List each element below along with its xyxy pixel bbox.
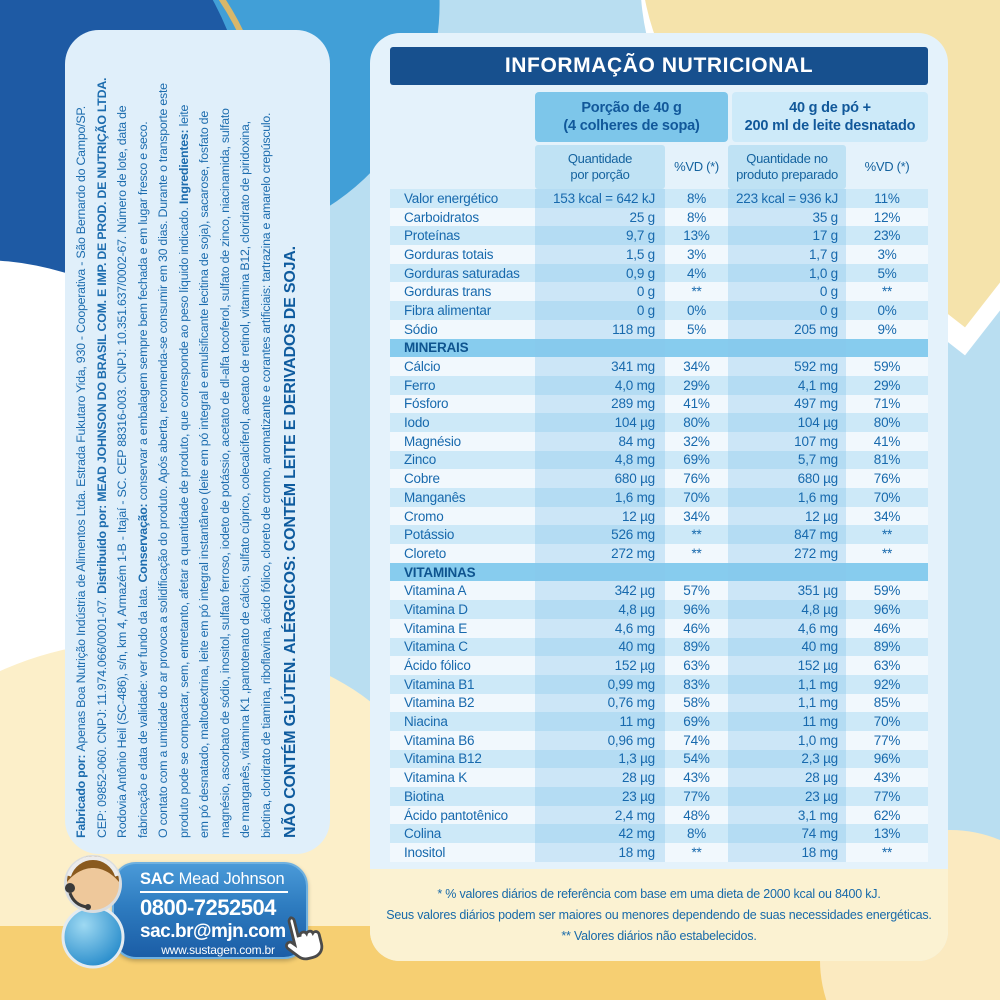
qty-prepared: 28 µg: [728, 768, 846, 787]
qty-per-portion: 1,3 µg: [535, 750, 665, 769]
qty-per-portion: 42 mg: [535, 824, 665, 843]
vd-prepared: 11%: [874, 190, 900, 206]
qty-per-portion: 118 mg: [535, 320, 665, 339]
nutrient-row: [390, 282, 928, 301]
qty-prepared: 23 µg: [728, 787, 846, 806]
qty-prepared: 104 µg: [728, 413, 846, 432]
vd-prepared: **: [881, 527, 893, 543]
vd-per-portion: 54%: [683, 751, 710, 767]
vd-per-portion: 0%: [686, 302, 707, 318]
vd-per-portion: 3%: [686, 246, 707, 262]
qty-prepared: 0 g: [728, 282, 846, 301]
nutrient-label: Cloreto: [404, 545, 447, 561]
vd-prepared: 77%: [873, 788, 901, 804]
column-group-portion: [535, 92, 728, 142]
qty-per-portion: 9,7 g: [535, 226, 665, 245]
vd-per-portion: 8%: [686, 190, 707, 206]
sac-phone-number: 0800-7252504: [140, 895, 276, 920]
qty-per-portion: 1,6 mg: [535, 488, 665, 507]
nutrient-label: Gorduras trans: [404, 284, 492, 300]
nutrient-label: Cobre: [404, 471, 440, 487]
qty-prepared: 40 mg: [728, 638, 846, 657]
vd-per-portion: 8%: [686, 826, 707, 842]
section-row: [390, 563, 928, 582]
vd-prepared: 71%: [873, 396, 901, 412]
prepared-header-line1: 40 g de pó +: [789, 100, 871, 116]
nutrient-row: [390, 843, 928, 862]
nutrient-label: Ferro: [404, 377, 436, 393]
nutrient-row: [390, 731, 928, 750]
manufacturer-text-line: produto pode se compactar, sem, entretanto, afetar a quantidade de produto, que corresponde ao peso líquido indicado. Ingredientes: leite: [176, 104, 191, 838]
vd-per-portion: 13%: [683, 228, 710, 244]
qty-per-portion: 18 mg: [535, 843, 665, 862]
vd-prepared: 13%: [873, 826, 901, 842]
column-group-prepared: [732, 92, 928, 142]
vd-prepared: 96%: [873, 601, 901, 617]
subheader-vd1: %VD (*): [674, 159, 719, 174]
qty-prepared: 1,6 mg: [728, 488, 846, 507]
qty-prepared: 74 mg: [728, 824, 846, 843]
nutrient-row: [390, 264, 928, 283]
vd-per-portion: 70%: [683, 489, 710, 505]
nutrient-row: [390, 824, 928, 843]
nutrient-row: [390, 208, 928, 227]
vd-per-portion: 69%: [683, 452, 710, 468]
qty-per-portion: 23 µg: [535, 787, 665, 806]
nutrient-row: [390, 750, 928, 769]
allergen-notice: NÃO CONTÉM GLÚTEN. ALÉRGICOS: CONTÉM LEITE E DERIVADOS DE SOJA.: [282, 246, 299, 838]
nutrient-row: [390, 675, 928, 694]
nutrient-row: [390, 694, 928, 713]
nutrient-row: [390, 507, 928, 526]
manufacturer-text-line: magnésio, ascorbato de sódio, inositol, sulfato ferroso, iodeto de potássio, acetato de dl-alfa tocoferol, sulfato de zinco, niacinamida, sulfato: [217, 108, 232, 838]
nutrient-label: Proteínas: [404, 228, 460, 244]
nutrient-label: Colina: [404, 826, 442, 842]
qty-per-portion: 0 g: [535, 282, 665, 301]
nutrient-row: [390, 544, 928, 563]
qty-prepared: 3,1 mg: [728, 806, 846, 825]
qty-prepared: 497 mg: [728, 395, 846, 414]
subheader-qty-portion: Quantidade por porção: [535, 145, 665, 189]
manufacturer-text-line: fabricação e data de validade: ver fundo da lata. Conservação: conservar a embalagem sempre bem fechada e em lugar fresco e seco.: [135, 121, 150, 838]
nutrient-label: Cálcio: [404, 359, 441, 375]
manufacturer-text-line: Fabricado por: Apenas Boa Nutrição Indústria de Alimentos Ltda. Estrada Fukutaro Yida, 930 - Cooperativa - São Bernardo do Campo/SP.: [74, 106, 88, 838]
vd-prepared: 5%: [877, 265, 897, 281]
qty-prepared: 5,7 mg: [728, 451, 846, 470]
qty-per-portion: 84 mg: [535, 432, 665, 451]
nutrient-row: [390, 357, 928, 376]
qty-per-portion: 342 µg: [535, 581, 665, 600]
nutrient-row: [390, 469, 928, 488]
nutrient-label: Ácido pantotênico: [404, 807, 508, 823]
qty-prepared: 4,1 mg: [728, 376, 846, 395]
vd-per-portion: 76%: [683, 471, 710, 487]
nutrient-row: [390, 226, 928, 245]
qty-per-portion: 4,8 µg: [535, 600, 665, 619]
qty-prepared: 0 g: [728, 301, 846, 320]
nutrient-row: [390, 656, 928, 675]
nutrient-row: [390, 376, 928, 395]
vd-prepared: 41%: [873, 433, 901, 449]
manufacturer-info-panel: [65, 30, 330, 854]
nutrient-label: Ácido fólico: [404, 658, 471, 674]
nutrient-row: [390, 600, 928, 619]
qty-prepared: 1,0 g: [728, 264, 846, 283]
qty-prepared: 18 mg: [728, 843, 846, 862]
vd-per-portion: 41%: [683, 396, 710, 412]
vd-prepared: 62%: [873, 807, 901, 823]
subheader-qty-prepared: Quantidade no produto preparado: [728, 145, 846, 189]
vd-prepared: 85%: [873, 695, 901, 711]
vd-prepared: 96%: [873, 751, 901, 767]
qty-per-portion: 28 µg: [535, 768, 665, 787]
vd-per-portion: 83%: [683, 676, 710, 692]
nutrient-label: Fibra alimentar: [404, 302, 492, 318]
nutrient-row: [390, 806, 928, 825]
nutrient-row: [390, 301, 928, 320]
nutrient-row: [390, 619, 928, 638]
nutrient-row: [390, 320, 928, 339]
nutrient-label: Biotina: [404, 788, 444, 804]
prepared-header-line2: 200 ml de leite desnatado: [744, 118, 916, 134]
vd-prepared: 9%: [877, 321, 897, 337]
nutrient-row: [390, 245, 928, 264]
vd-prepared: 43%: [873, 770, 901, 786]
vd-prepared: 46%: [873, 620, 901, 636]
nutrient-label: Vitamina B2: [404, 695, 475, 711]
section-label: MINERAIS: [404, 340, 469, 356]
nutrient-label: Gorduras totais: [404, 246, 494, 262]
qty-per-portion: 680 µg: [535, 469, 665, 488]
vd-prepared: 0%: [877, 302, 897, 318]
vd-per-portion: 89%: [683, 639, 710, 655]
qty-per-portion: 0 g: [535, 301, 665, 320]
vd-per-portion: 46%: [683, 620, 710, 636]
vd-prepared: 81%: [873, 452, 901, 468]
nutrient-label: Niacina: [404, 714, 448, 730]
nutrient-row: [390, 581, 928, 600]
vd-per-portion: 8%: [686, 209, 707, 225]
qty-per-portion: 4,0 mg: [535, 376, 665, 395]
nutrient-label: Vitamina E: [404, 620, 468, 636]
manufacturer-text-line: de manganês, vitamina K1 ,pantotenato de cálcio, sulfato cúprico, colecalciferol, acetato de retinol, vitamina B12, cloridrato de piridoxina,: [238, 121, 252, 838]
nutrient-row: [390, 638, 928, 657]
nutrient-label: Vitamina K: [404, 770, 468, 786]
section-row: [390, 339, 928, 358]
sac-label: SAC Mead Johnson: [140, 870, 285, 888]
qty-prepared: 107 mg: [728, 432, 846, 451]
qty-prepared: 152 µg: [728, 656, 846, 675]
nutrient-row: [390, 432, 928, 451]
vd-prepared: 23%: [873, 228, 901, 244]
qty-prepared: 272 mg: [728, 544, 846, 563]
vd-prepared: **: [881, 545, 893, 561]
qty-per-portion: 4,8 mg: [535, 451, 665, 470]
nutrient-label: Vitamina C: [404, 639, 468, 655]
nutrient-label: Valor energético: [404, 190, 499, 206]
vd-prepared: 59%: [873, 359, 901, 375]
vd-prepared: 63%: [873, 658, 901, 674]
qty-prepared: 351 µg: [728, 581, 846, 600]
vd-prepared: 34%: [873, 508, 901, 524]
manufacturer-text-line: CEP: 09852-060. CNPJ: 11.974.066/0001-07. Distribuído por: MEAD JOHNSON DO BRASIL COM. E IMP. DE PROD. DE NUTRIÇÃO LTDA.: [94, 77, 109, 838]
portion-header-line1: Porção de 40 g: [581, 100, 682, 116]
vd-per-portion: **: [691, 284, 702, 300]
vd-per-portion: 58%: [683, 695, 710, 711]
qty-prepared: 12 µg: [728, 507, 846, 526]
nutrient-label: Carboidratos: [404, 209, 479, 225]
qty-per-portion: 0,96 mg: [535, 731, 665, 750]
vd-per-portion: 69%: [683, 714, 710, 730]
qty-prepared: 1,1 mg: [728, 694, 846, 713]
qty-per-portion: 11 mg: [535, 712, 665, 731]
qty-prepared: 1,1 mg: [728, 675, 846, 694]
qty-prepared: 17 g: [728, 226, 846, 245]
qty-prepared: 592 mg: [728, 357, 846, 376]
nutrient-row: [390, 768, 928, 787]
column-group-header-row: [390, 92, 928, 142]
vd-prepared: 80%: [873, 415, 901, 431]
nutrient-row: [390, 787, 928, 806]
qty-per-portion: 104 µg: [535, 413, 665, 432]
qty-prepared: 1,0 mg: [728, 731, 846, 750]
nutrient-label: Vitamina D: [404, 601, 468, 617]
nutrient-label: Vitamina B1: [404, 676, 475, 692]
nutrient-label: Potássio: [404, 527, 455, 543]
nutrient-label: Inositol: [404, 844, 446, 860]
vd-per-portion: 32%: [683, 433, 710, 449]
footnotes: [370, 869, 948, 961]
footnote-line: Seus valores diários podem ser maiores ou menores dependendo de suas necessidades energéticas.: [386, 907, 932, 922]
sac-email: sac.br@mjn.com: [140, 921, 286, 942]
vd-prepared: **: [881, 284, 893, 300]
vd-per-portion: **: [691, 527, 702, 543]
vd-per-portion: 48%: [683, 807, 710, 823]
vd-per-portion: 4%: [686, 265, 707, 281]
manufacturer-text-line: Rodovia Antônio Heil (SC-486), s/n, km 4, Armazém 1-B - Itajaí - SC. CEP 88316-003. CNPJ: 10.351.637/0002-67. Número de lote, data de: [115, 105, 129, 838]
qty-prepared: 680 µg: [728, 469, 846, 488]
manufacturer-text-line: em pó desnatado, maltodextrina, leite em pó integral instantâneo (leite em pó integral e emulsificante lecitina de soja), sacarose, fosfato de: [197, 111, 211, 838]
qty-per-portion: 526 mg: [535, 525, 665, 544]
qty-prepared: 4,6 mg: [728, 619, 846, 638]
nutrient-label: Vitamina A: [404, 583, 467, 599]
qty-prepared: 205 mg: [728, 320, 846, 339]
vd-prepared: 77%: [873, 732, 901, 748]
nutrient-label: Gorduras saturadas: [404, 265, 520, 281]
vd-prepared: 89%: [873, 639, 901, 655]
nutrient-row: [390, 488, 928, 507]
qty-per-portion: 0,9 g: [535, 264, 665, 283]
vd-per-portion: 29%: [683, 377, 710, 393]
vd-prepared: 70%: [873, 489, 901, 505]
qty-prepared: 35 g: [728, 208, 846, 227]
qty-per-portion: 1,5 g: [535, 245, 665, 264]
vd-prepared: 12%: [873, 209, 901, 225]
vd-per-portion: 34%: [683, 508, 710, 524]
vd-per-portion: 43%: [683, 770, 710, 786]
manufacturer-text-line: biotina, cloridrato de tiamina, riboflavina, ácido fólico, cloreto de cromo, aromatizante e corantes artificiais: tartrazina e amarelo crepúsculo.: [258, 112, 273, 838]
vd-per-portion: 80%: [683, 415, 710, 431]
nutrient-label: Vitamina B12: [404, 751, 482, 767]
vd-prepared: 92%: [873, 676, 901, 692]
vd-per-portion: 96%: [683, 601, 710, 617]
nutrient-label: Iodo: [404, 415, 430, 431]
vd-prepared: 70%: [873, 714, 901, 730]
nutrition-table-body: [390, 189, 928, 862]
vd-prepared: 76%: [873, 471, 901, 487]
nutrient-row: [390, 451, 928, 470]
qty-per-portion: 2,4 mg: [535, 806, 665, 825]
qty-per-portion: 40 mg: [535, 638, 665, 657]
sac-website: www.sustagen.com.br: [161, 943, 275, 957]
nutrient-row: [390, 395, 928, 414]
qty-per-portion: 153 kcal = 642 kJ: [535, 189, 665, 208]
nutrient-label: Sódio: [404, 321, 438, 337]
qty-prepared: 4,8 µg: [728, 600, 846, 619]
vd-per-portion: 5%: [686, 321, 707, 337]
qty-prepared: 223 kcal = 936 kJ: [728, 189, 846, 208]
nutrient-label: Zinco: [404, 452, 437, 468]
nutrient-label: Fósforo: [404, 396, 449, 412]
footnote-line: * % valores diários de referência com base em uma dieta de 2000 kcal ou 8400 kJ.: [437, 886, 881, 901]
vd-per-portion: 63%: [683, 658, 710, 674]
qty-per-portion: 152 µg: [535, 656, 665, 675]
nutrient-label: Vitamina B6: [404, 732, 475, 748]
qty-prepared: 1,7 g: [728, 245, 846, 264]
sac-divider: [140, 891, 288, 893]
qty-per-portion: 0,76 mg: [535, 694, 665, 713]
vd-prepared: **: [881, 844, 893, 860]
nutrition-title: INFORMAÇÃO NUTRICIONAL: [390, 47, 928, 85]
vd-prepared: 29%: [873, 377, 901, 393]
vd-per-portion: 57%: [683, 583, 710, 599]
manufacturer-text-line: O contato com a umidade do ar provoca a solidificação do produto. Após aberta, recomenda-se consumir em 30 dias. Durante o transporte este: [156, 83, 170, 838]
support-agent-avatar-icon: [56, 853, 130, 969]
column-subheader-row: [390, 145, 928, 189]
qty-per-portion: 4,6 mg: [535, 619, 665, 638]
subheader-vd2: %VD (*): [864, 159, 910, 174]
nutrient-label: Cromo: [404, 508, 444, 524]
qty-prepared: 847 mg: [728, 525, 846, 544]
qty-per-portion: 0,99 mg: [535, 675, 665, 694]
nutrient-label: Magnésio: [404, 433, 461, 449]
vd-per-portion: 77%: [683, 788, 710, 804]
portion-header-line2: (4 colheres de sopa): [563, 118, 700, 134]
nutrient-label: Manganês: [404, 489, 466, 505]
section-label: VITAMINAS: [404, 564, 476, 580]
vd-per-portion: **: [691, 844, 702, 860]
nutrient-row: [390, 189, 928, 208]
qty-prepared: 2,3 µg: [728, 750, 846, 769]
vd-prepared: 59%: [873, 583, 901, 599]
qty-per-portion: 272 mg: [535, 544, 665, 563]
manufacturer-text-block: [71, 46, 323, 838]
footnote-line: ** Valores diários não estabelecidos.: [561, 928, 757, 943]
qty-prepared: 11 mg: [728, 712, 846, 731]
vd-per-portion: 74%: [683, 732, 710, 748]
nutrient-row: [390, 712, 928, 731]
vd-per-portion: 34%: [683, 359, 710, 375]
nutrient-row: [390, 525, 928, 544]
qty-per-portion: 12 µg: [535, 507, 665, 526]
nutrition-panel: [370, 33, 948, 961]
qty-per-portion: 289 mg: [535, 395, 665, 414]
qty-per-portion: 341 mg: [535, 357, 665, 376]
vd-per-portion: **: [691, 545, 702, 561]
nutrient-row: [390, 413, 928, 432]
vd-prepared: 3%: [877, 246, 897, 262]
qty-per-portion: 25 g: [535, 208, 665, 227]
